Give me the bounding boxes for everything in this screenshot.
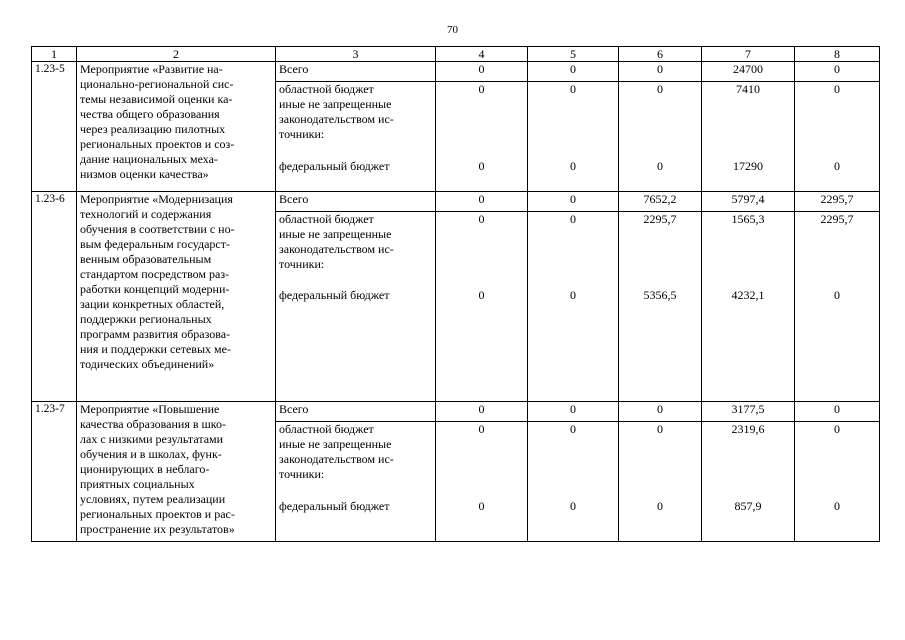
description-line: лах с низкими результатами [80,432,224,446]
description-line: поддержки региональных [80,312,212,326]
total-value: 3177,5 [702,402,795,422]
regional-value: 1565,3 [731,212,765,226]
description-line: венным образовательным [80,252,212,266]
regional-value: 0 [570,82,576,96]
total-value: 0 [528,402,619,422]
source-total-label: Всего [276,402,436,422]
value-cell [528,82,619,192]
item-code: 1.23-6 [32,192,77,402]
regional-value: 0 [657,82,663,96]
source-total-label: Всего [276,192,436,212]
value-cell [619,82,702,192]
regional-label-line: законодательством ис- [279,242,394,256]
regional-value: 2295,7 [820,212,854,226]
regional-value: 0 [570,212,576,226]
column-header: 1 [32,47,77,62]
description-line: темы независимой оценки ка- [80,92,233,106]
total-value: 0 [436,402,528,422]
regional-label-line: иные не запрещенные [279,97,392,111]
value-cell [702,212,795,402]
source-total-label: Всего [276,62,436,82]
total-value: 2295,7 [795,192,880,212]
regional-value: 0 [834,422,840,436]
description-line: условиях, путем реализации [80,492,226,506]
description-line: программ развития образова- [80,327,231,341]
item-code: 1.23-5 [32,62,77,192]
page-number: 70 [447,24,458,36]
column-header: 8 [795,47,880,62]
value-cell [528,422,619,542]
regional-label-line: точники: [279,127,325,141]
description-line: тодических объединений» [80,357,215,371]
total-value: 0 [528,192,619,212]
description-line: качества образования в шко- [80,417,226,431]
federal-value: 0 [570,159,576,173]
description-line: обучения и в школах, функ- [80,447,222,461]
description-line: низмов оценки качества» [80,167,209,181]
total-value: 0 [795,62,880,82]
total-value: 0 [528,62,619,82]
source-breakdown [276,212,436,402]
federal-value: 0 [834,159,840,173]
description-line: Мероприятие «Модернизация [80,192,233,206]
description-line: приятных социальных [80,477,195,491]
regional-value: 0 [478,422,485,436]
federal-value: 0 [478,159,485,173]
value-cell [795,422,880,542]
description-line: Мероприятие «Повышение [80,402,220,416]
value-cell [619,212,702,402]
regional-value: 0 [478,212,485,226]
column-header: 3 [276,47,436,62]
table-row [32,192,880,212]
regional-label-line: областной бюджет [279,82,374,96]
regional-value: 2319,6 [731,422,765,436]
regional-label-line: иные не запрещенные [279,437,392,451]
description-line: чества общего образования [80,107,220,121]
description-line: работки концепций модерни- [80,282,230,296]
regional-value: 0 [478,82,485,96]
federal-value: 0 [478,499,485,513]
regional-value: 0 [570,422,576,436]
regional-value: 0 [834,82,840,96]
total-value: 0 [436,192,528,212]
total-value: 0 [619,62,702,82]
federal-label: федеральный бюджет [279,499,390,513]
description-line: обучения в соответствии с но- [80,222,235,236]
description-line: стандартом посредством раз- [80,267,230,281]
item-description [77,62,276,192]
federal-value: 4232,1 [731,288,765,302]
description-line: пространение их результатов» [80,522,235,536]
description-line: ционирующих в неблаго- [80,462,210,476]
item-description [77,192,276,402]
federal-value: 0 [570,288,576,302]
value-cell [436,422,528,542]
total-value: 7652,2 [619,192,702,212]
regional-label-line: точники: [279,257,325,271]
table-body [32,47,880,542]
federal-value: 857,9 [734,499,762,513]
regional-value: 0 [657,422,663,436]
federal-value: 0 [657,499,663,513]
column-header: 7 [702,47,795,62]
regional-label-line: областной бюджет [279,422,374,436]
federal-label: федеральный бюджет [279,159,390,173]
value-cell [795,82,880,192]
description-line: ния и поддержки сетевых ме- [80,342,231,356]
federal-value: 5356,5 [643,288,677,302]
description-line: технологий и содержания [80,207,212,221]
column-header: 4 [436,47,528,62]
regional-label-line: областной бюджет [279,212,374,226]
description-line: ционально-региональной сис- [80,77,234,91]
value-cell [619,422,702,542]
total-value: 0 [619,402,702,422]
federal-label: федеральный бюджет [279,288,390,302]
description-line: региональных проектов и рас- [80,507,235,521]
regional-label-line: точники: [279,467,325,481]
value-cell [436,212,528,402]
regional-label-line: законодательством ис- [279,112,394,126]
value-cell [795,212,880,402]
federal-value: 0 [834,499,840,513]
source-breakdown [276,422,436,542]
description-line: зации конкретных областей, [80,297,225,311]
description-line: через реализацию пилотных [80,122,226,136]
item-code: 1.23-7 [32,402,77,542]
total-value: 0 [795,402,880,422]
regional-value: 2295,7 [643,212,677,226]
value-cell [702,82,795,192]
description-line: вым федеральным государст- [80,237,230,251]
column-header: 5 [528,47,619,62]
total-value: 24700 [702,62,795,82]
description-line: дание национальных меха- [80,152,218,166]
item-description [77,402,276,542]
description-line: Мероприятие «Развитие на- [80,62,223,76]
federal-value: 0 [478,288,485,302]
description-line: региональных проектов и соз- [80,137,235,151]
column-header: 2 [77,47,276,62]
regional-label-line: законодательством ис- [279,452,394,466]
table-row [32,62,880,82]
budget-table [31,46,880,542]
federal-value: 0 [657,159,663,173]
value-cell [436,82,528,192]
column-number-row [32,47,880,62]
table-row [32,402,880,422]
column-header: 6 [619,47,702,62]
regional-value: 7410 [736,82,760,96]
federal-value: 0 [570,499,576,513]
regional-label-line: иные не запрещенные [279,227,392,241]
total-value: 0 [436,62,528,82]
federal-value: 17290 [733,159,763,173]
total-value: 5797,4 [702,192,795,212]
value-cell [528,212,619,402]
source-breakdown [276,82,436,192]
value-cell [702,422,795,542]
federal-value: 0 [834,288,840,302]
